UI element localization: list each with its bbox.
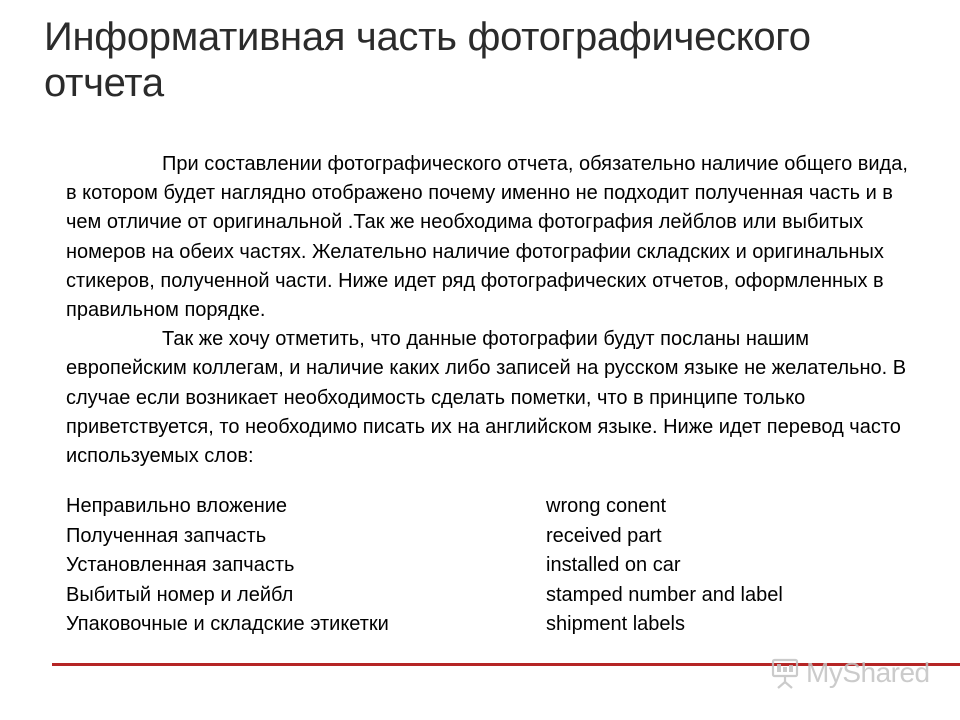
watermark-text: MyShared <box>806 657 930 688</box>
glossary-row <box>66 492 916 522</box>
body-text <box>66 150 916 471</box>
glossary-row <box>66 610 916 640</box>
paragraph-2: Так же хочу отметить, что данные фотографии будут посланы нашим европейским коллегам, и наличие каких либо записей на русском языке не желательно. В случае если возникает необходимость сделать пометки, что в принципе только приветствуется, то необходимо писать их на английском языке. Ниже идет перевод часто используемых слов: <box>66 328 907 468</box>
glossary-en: wrong conent <box>546 495 667 517</box>
paragraph-1: При составлении фотографического отчета, обязательно наличие общего вида, в котором будет наглядно отображено почему именно не подходит полученная часть и в чем отличие от оригинальной .Так же необходима фотография лейблов или выбитых номеров на обеих частях. Желательно наличие фотографии складских и оригинальных стикеров, полученной части. Ниже идет ряд фотографических отчетов, оформленных в правильном порядке. <box>66 153 908 322</box>
glossary-en: stamped number and label <box>546 583 783 606</box>
glossary-row <box>66 522 916 552</box>
glossary-ru: Неправильно вложение <box>66 495 288 517</box>
glossary-row <box>66 551 916 581</box>
watermark <box>768 656 930 690</box>
slide-title: Информативная часть фотографического отчета <box>44 15 811 105</box>
glossary-ru: Установленная запчасть <box>66 554 295 576</box>
glossary-ru: Полученная запчасть <box>66 524 267 547</box>
presentation-board-icon <box>768 656 802 690</box>
glossary-ru: Выбитый номер и лейбл <box>66 583 294 606</box>
glossary-table <box>66 492 916 640</box>
glossary-row <box>66 581 916 611</box>
glossary-en: installed on car <box>546 554 681 576</box>
glossary-en: shipment labels <box>546 613 685 635</box>
glossary-en: received part <box>546 524 662 547</box>
glossary-ru: Упаковочные и складские этикетки <box>66 613 389 635</box>
